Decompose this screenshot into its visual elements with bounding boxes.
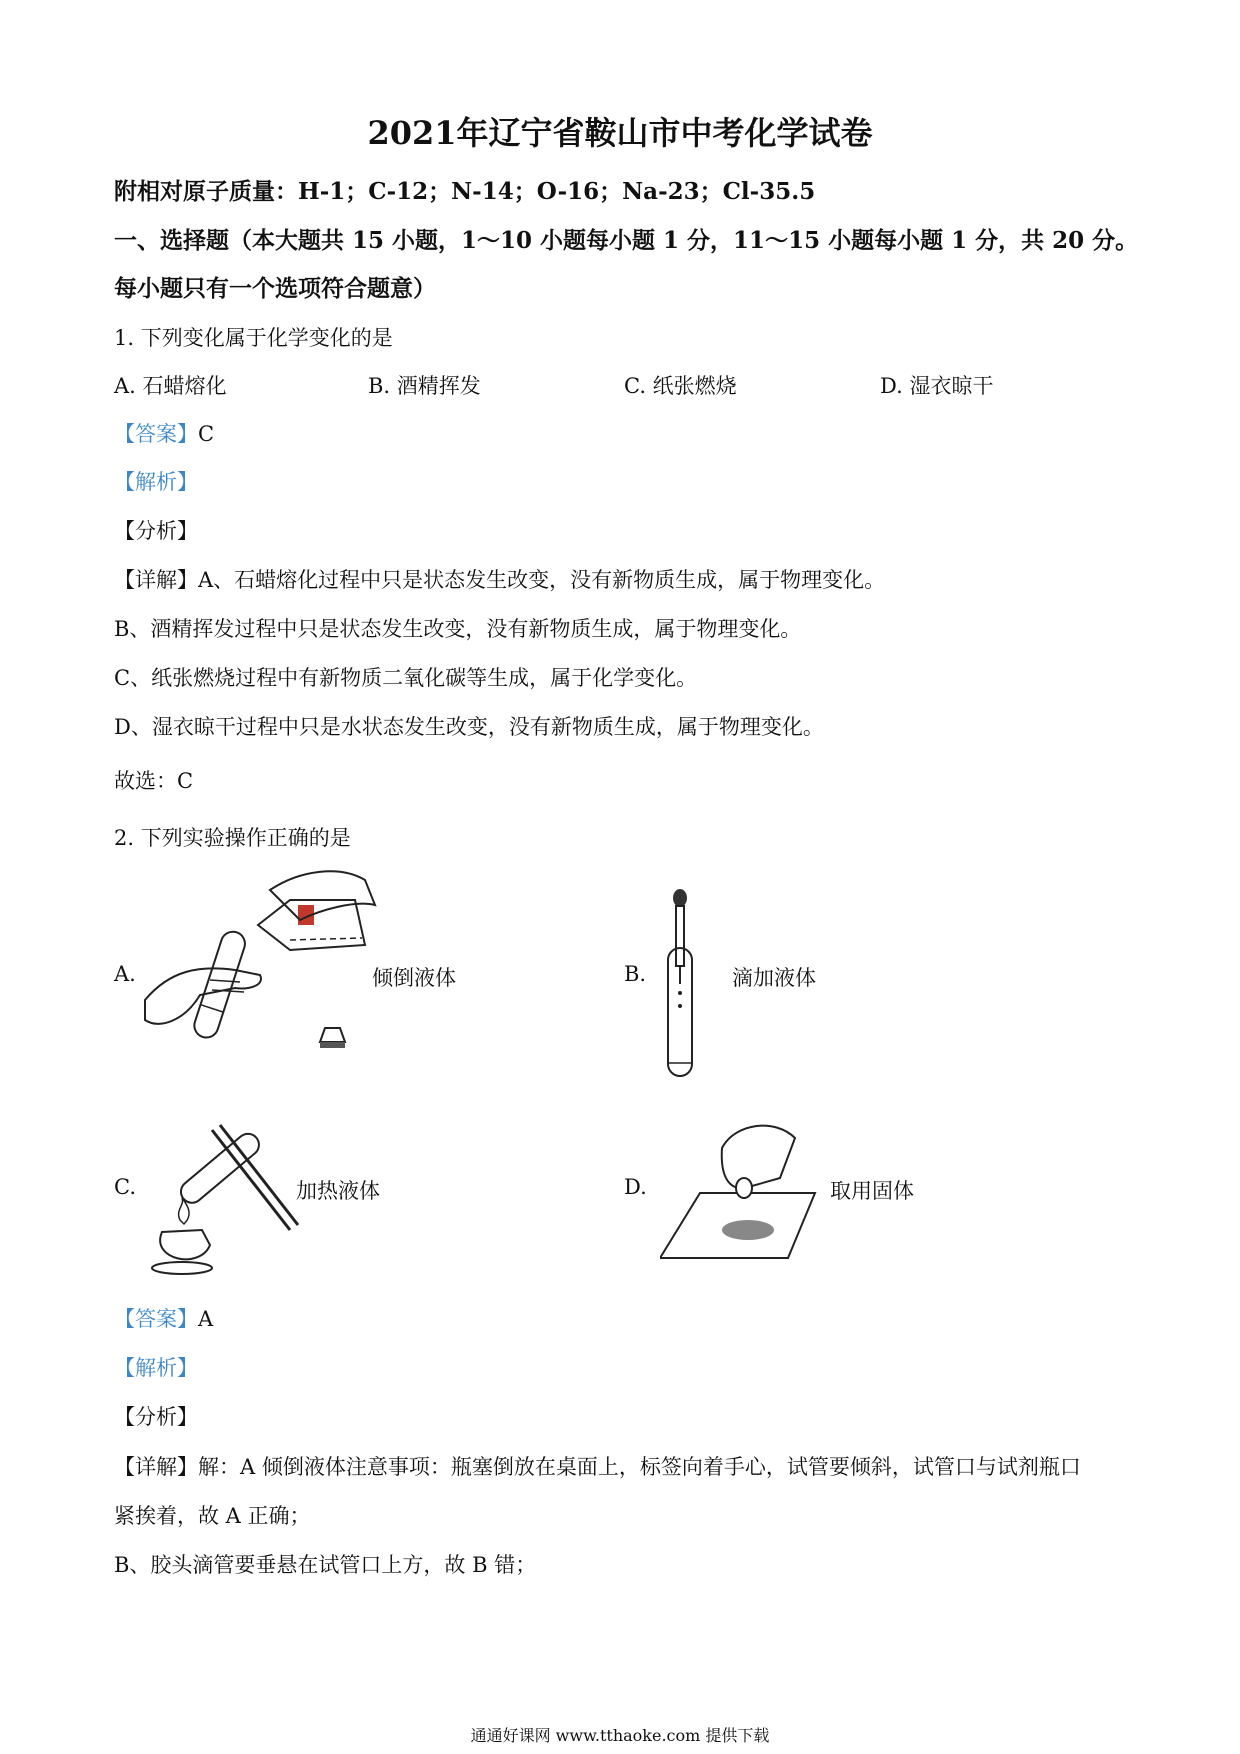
page-title: 2021年辽宁省鞍山市中考化学试卷 — [367, 114, 873, 152]
q1-option-b: B. 酒精挥发 — [368, 374, 481, 398]
q1-detail-line: C、纸张燃烧过程中有新物质二氧化碳等生成，属于化学变化。 — [114, 666, 698, 690]
q2-option-c-letter: C. — [114, 1175, 136, 1199]
page-footer: 通通好课网 www.tthaoke.com 提供下载 — [470, 1726, 770, 1745]
detail-text: A、石蜡熔化过程中只是状态发生改变，没有新物质生成，属于物理变化。 — [198, 568, 886, 592]
answer-tag: 【答案】 — [114, 1307, 198, 1331]
q2-option-b-caption: 滴加液体 — [732, 966, 816, 990]
q1-detail-line — [114, 564, 885, 594]
q1-choose: 故选：C — [114, 769, 194, 793]
q1-stem: 1. 下列变化属于化学变化的是 — [114, 326, 393, 350]
atomic-mass-note: 附相对原子质量：H-1；C-12；N-14；O-16；Na-23；Cl-35.5 — [114, 178, 816, 205]
q1-analysis-tag: 【解析】 — [114, 470, 198, 494]
dropper-figure — [660, 888, 720, 1083]
q2-stem: 2. 下列实验操作正确的是 — [114, 826, 351, 850]
detail-tag: 【详解】 — [114, 568, 198, 592]
q2-option-a-caption: 倾倒液体 — [372, 966, 456, 990]
q1-detail-line: B、酒精挥发过程中只是状态发生改变，没有新物质生成，属于物理变化。 — [114, 617, 802, 641]
q2-fenxi: 【分析】 — [114, 1405, 198, 1429]
q1-option-a: A. 石蜡熔化 — [114, 374, 227, 398]
pouring-liquid-figure — [140, 870, 380, 1070]
q2-option-b-letter: B. — [624, 962, 647, 986]
q2-option-a-letter: A. — [114, 962, 136, 986]
answer-value: A — [198, 1307, 214, 1331]
taking-solid-figure — [660, 1118, 820, 1268]
detail-text: 解：A 倾倒液体注意事项：瓶塞倒放在桌面上，标签向着手心，试管要倾斜，试管口与试剂瓶口 — [198, 1455, 1081, 1479]
q1-fenxi: 【分析】 — [114, 519, 198, 543]
section-header-line1: 一、选择题（本大题共 15 小题，1～10 小题每小题 1 分，11～15 小题每小题 1 分，共 20 分。 — [114, 227, 1139, 254]
q2-option-d-letter: D. — [624, 1175, 647, 1199]
q1-detail-line: D、湿衣晾干过程中只是水状态发生改变，没有新物质生成，属于物理变化。 — [114, 715, 824, 739]
q2-answer — [114, 1303, 213, 1333]
heating-liquid-figure — [140, 1120, 300, 1280]
q2-detail-line: 紧挨着，故 A 正确； — [114, 1504, 311, 1528]
section-header-line2: 每小题只有一个选项符合题意） — [114, 275, 436, 302]
q1-option-c: C. 纸张燃烧 — [624, 374, 737, 398]
answer-value: C — [198, 422, 215, 446]
detail-tag: 【详解】 — [114, 1455, 198, 1479]
q2-option-c-caption: 加热液体 — [296, 1179, 380, 1203]
answer-tag: 【答案】 — [114, 422, 198, 446]
q2-detail-line: B、胶头滴管要垂悬在试管口上方，故 B 错； — [114, 1553, 537, 1577]
q2-detail-line — [114, 1451, 1081, 1481]
q1-option-d: D. 湿衣晾干 — [880, 374, 994, 398]
q1-answer — [114, 418, 214, 448]
q2-analysis-tag: 【解析】 — [114, 1356, 198, 1380]
q2-option-d-caption: 取用固体 — [830, 1179, 914, 1203]
